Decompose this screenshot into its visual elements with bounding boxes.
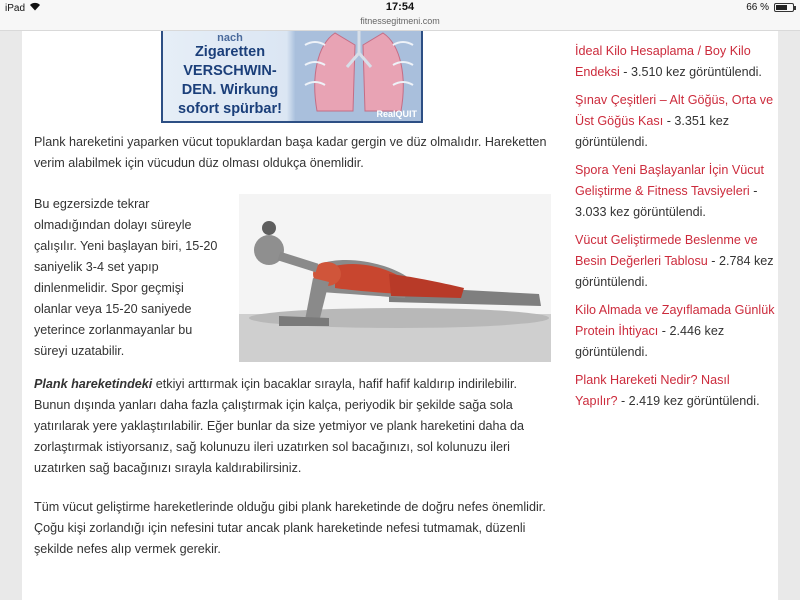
article-paragraph: Tüm vücut geliştirme hareketlerinde olduğu gibi plank hareketinde de doğru nefes önemlidir. Çoğu kişi zorlandığı için nefesini tutar ancak plank hareketinde nefesi tutmamak, düzenli şekilde nefes alıp vermek gerekir. (34, 500, 546, 556)
article-paragraph: Plank hareketini yaparken vücut topuklardan başa kadar gergin ve düz olmalıdır. Hareketten verim alabilmek için vücudun düz olması oldukça önemlidir. (34, 135, 547, 170)
battery-icon (774, 3, 794, 12)
view-count: - 3.033 kez görüntülendi. (575, 184, 758, 219)
ad-line: nach (217, 32, 243, 44)
popular-post-item (575, 90, 775, 153)
popular-post-link[interactable]: Kilo Almada ve Zayıflamada Günlük Protein İhtiyacı (575, 303, 775, 338)
view-count: - 2.784 kez görüntülendi. (575, 254, 774, 289)
popular-post-item (575, 300, 775, 363)
ad-line: Zigaretten (194, 44, 266, 60)
article-paragraph: Bu egzersizde tekrar olmadığından dolayı süreyle çalışılır. Yeni başlayan biri, 15-20 saniyelik 3-4 set yapıp dinlenmelidir. Spor geçmişi olanlar veya 15-20 saniyede yeterince zorlanmayanlar bu süreyi uzatabilir. (34, 197, 218, 358)
device-name: iPad (5, 2, 26, 14)
view-count: - 3.351 kez görüntülendi. (575, 114, 730, 149)
popular-post-item (575, 370, 775, 412)
paragraph-text: etkiyi arttırmak için bacaklar sırayla, hafif hafif kaldırıp indirilebilir. Bunun dışında yanları daha fazla çalıştırmak için kalça, periyodik bir şekilde sağa sola yatırılarak yere yaklaştırılabilir. Eğer bunlar da size yetmiyor ve plank hareketini daha da zorlaştırmak istiyorsanız, sağ kolunuzu ileri uzatırken sol bacağınızı, sol kolunuzu ileri uzatırken sağ bacağınızı sırayla kaldırabilirsiniz. (34, 377, 524, 475)
ad-line: VERSCHWIN- (183, 63, 277, 79)
popular-post-item (575, 230, 775, 293)
popular-post-link[interactable]: Plank Hareketi Nedir? Nasıl Yapılır? (575, 373, 730, 408)
ad-banner[interactable] (161, 31, 423, 123)
status-bar (0, 0, 800, 31)
address-bar-url[interactable]: fitnessegitmeni.com (360, 16, 440, 26)
popular-posts-sidebar (575, 41, 775, 419)
article-paragraph (34, 374, 554, 479)
ad-text (171, 33, 289, 119)
popular-post-link[interactable]: İdeal Kilo Hesaplama / Boy Kilo Endeksi (575, 44, 751, 79)
popular-post-link[interactable]: Şınav Çeşitleri – Alt Göğüs, Orta ve Üst Göğüs Kası (575, 93, 774, 128)
view-count: - 3.510 kez görüntülendi. (619, 65, 762, 79)
popular-post-item (575, 41, 775, 83)
ad-logo: RealQUIT (376, 109, 417, 119)
emphasis-text: Plank hareketindeki (34, 377, 153, 391)
popular-post-link[interactable]: Spora Yeni Başlayanlar İçin Vücut Geliştirme & Fitness Tavsiyeleri (575, 163, 765, 198)
view-count: - 2.419 kez görüntülendi. (617, 394, 760, 408)
battery-percent: 66 % (746, 2, 769, 13)
ad-line: sofort spürbar! (178, 101, 282, 117)
page-content (22, 31, 778, 600)
plank-exercise-illustration (239, 194, 551, 362)
popular-post-item (575, 160, 775, 223)
clock: 17:54 (385, 1, 415, 13)
ad-line: DEN. Wirkung (181, 82, 279, 98)
view-count: - 2.446 kez görüntülendi. (575, 324, 725, 359)
battery-level-fill (776, 5, 787, 10)
popular-post-link[interactable]: Vücut Geliştirmede Beslenme ve Besin Değerleri Tablosu (575, 233, 758, 268)
status-right (746, 2, 794, 13)
